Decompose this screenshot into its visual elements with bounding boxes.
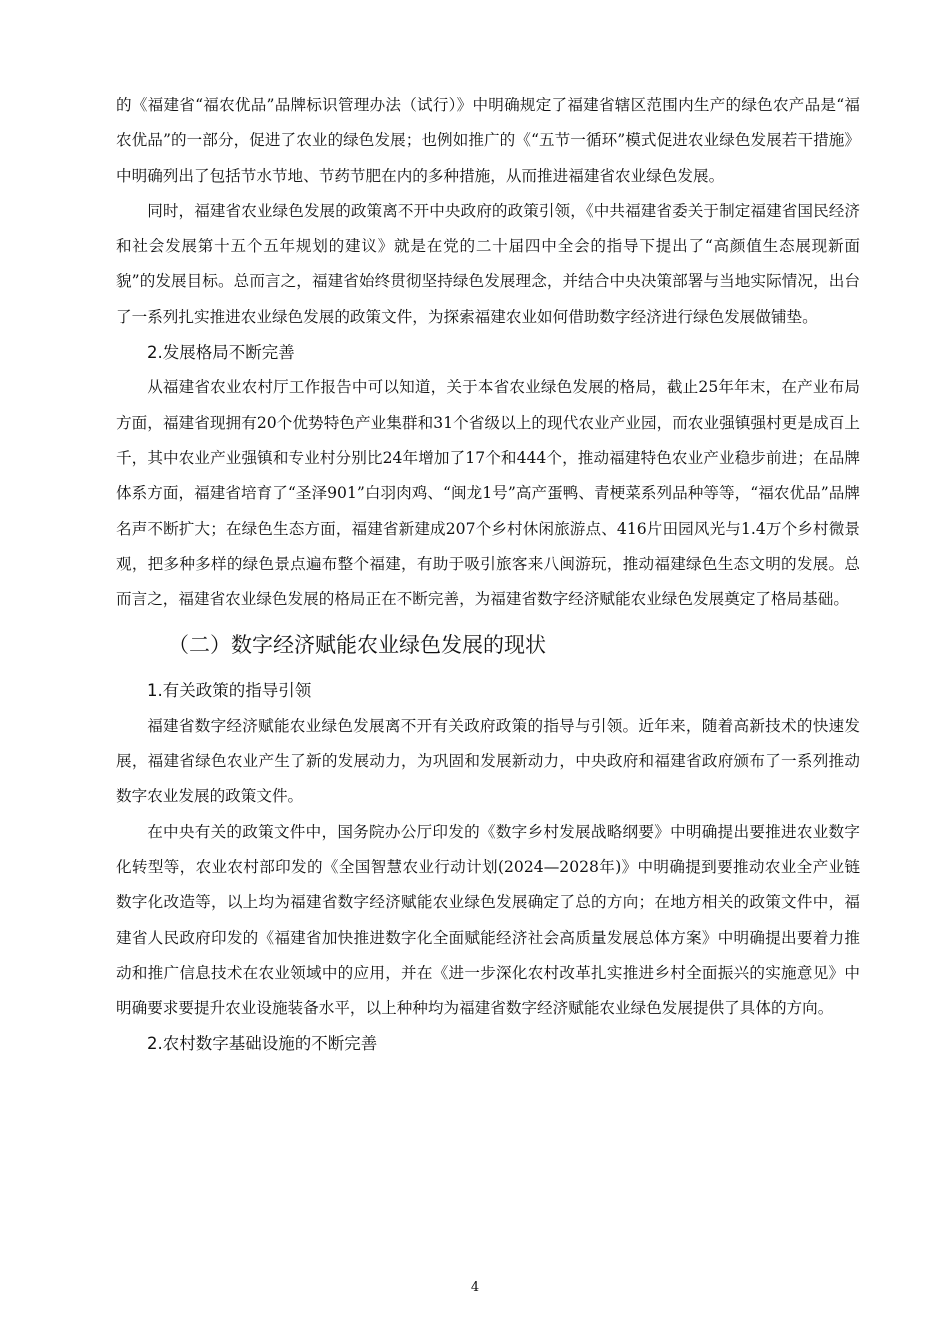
- document-body: [116, 88, 860, 1062]
- subheading-development-layout: 2.发展格局不断完善: [147, 343, 295, 363]
- paragraph-policy-guidance: 同时，福建省农业绿色发展的政策离不开中央政府的政策引领，《中共福建省委关于制定福建省国民经济和社会发展第十五个五年规划的建议》就是在党的二十届四中全会的指导下提出了“高颜值生态展现新面貌”的发展目标。总而言之，福建省始终贯彻坚持绿色发展理念，并结合中央决策部署与当地实际情况，出台了一系列扎实推进农业绿色发展的政策文件，为探索福建农业如何借助数字经济进行绿色发展做铺垫。: [116, 201, 860, 326]
- paragraph-continuation: 的《福建省“福农优品”品牌标识管理办法（试行）》中明确规定了福建省辖区范围内生产的绿色农产品是“福农优品”的一部分，促进了农业的绿色发展；也例如推广的《“五节一循环”模式促进农业绿色发展若干措施》中明确列出了包括节水节地、节药节肥在内的多种措施，从而推进福建省农业绿色发展。: [116, 96, 860, 185]
- section-heading: （二）数字经济赋能农业绿色发展的现状: [168, 633, 546, 658]
- paragraph-policy-detail: 在中央有关的政策文件中，国务院办公厅印发的《数字乡村发展战略纲要》中明确提出要推进农业数字化转型等，农业农村部印发的《全国智慧农业行动计划(2024—2028年)》中明确提到要推动农业全产业链数字化改造等，以上均为福建省数字经济赋能农业绿色发展确定了总的方向；在地方相关的政策文件中，福建省人民政府印发的《福建省加快推进数字化全面赋能经济社会高质量发展总体方案》中明确提出要着力推动和推广信息技术在农业领域中的应用，并在《进一步深化农村改革扎实推进乡村全面振兴的实施意见》中明确要求要提升农业设施装备水平，以上种种均为福建省数字经济赋能农业绿色发展提供了具体的方向。: [116, 822, 860, 1018]
- paragraph-policy-intro: 福建省数字经济赋能农业绿色发展离不开有关政府政策的指导与引领。近年来，随着高新技术的快速发展，福建省绿色农业产生了新的发展动力，为巩固和发展新动力，中央政府和福建省政府颁布了一系列推动数字农业发展的政策文件。: [116, 716, 860, 806]
- paragraph-development-layout: 从福建省农业农村厅工作报告中可以知道，关于本省农业绿色发展的格局，截止25年年末，在产业布局方面，福建省现拥有20个优势特色产业集群和31个省级以上的现代农业产业园，而农业强镇强村更是成百上千，其中农业产业强镇和专业村分别比24年增加了17个和444个，推动福建特色农业产业稳步前进；在品牌体系方面，福建省培育了“圣泽901”白羽肉鸡、“闽龙1号”高产蛋鸭、青梗菜系列品种等等，“福农优品”品牌名声不断扩大；在绿色生态方面，福建省新建成207个乡村休闲旅游点、416片田园风光与1.4万个乡村微景观，把多种多样的绿色景点遍布整个福建，有助于吸引旅客来八闽游玩，推动福建绿色生态文明的发展。总而言之，福建省农业绿色发展的格局正在不断完善，为福建省数字经济赋能农业绿色发展奠定了格局基础。: [116, 378, 860, 609]
- page-number: 4: [470, 1280, 480, 1295]
- subheading-digital-infrastructure: 2.农村数字基础设施的不断完善: [147, 1034, 378, 1054]
- subheading-policy-guidance: 1.有关政策的指导引领: [147, 681, 312, 701]
